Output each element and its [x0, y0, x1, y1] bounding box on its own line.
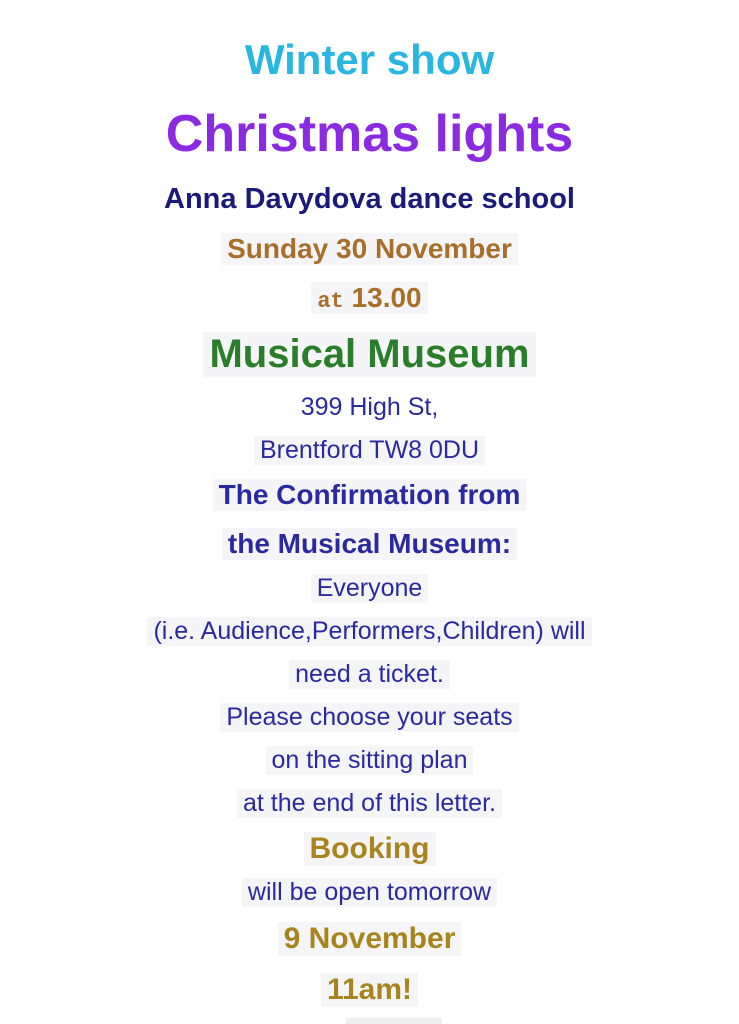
- booking-date-text: 9 November: [278, 922, 462, 956]
- confirmation-body-line: [0, 746, 739, 775]
- confirmation-heading-line2: [0, 528, 739, 560]
- event-time: [0, 282, 739, 314]
- confirmation-body-text: on the sitting plan: [266, 746, 474, 775]
- organizer-name: [0, 183, 739, 216]
- confirmation-heading-line2-text: the Musical Museum:: [222, 528, 517, 560]
- event-date-text: Sunday 30 November: [221, 233, 518, 265]
- show-title-text: Christmas lights: [165, 105, 574, 163]
- booking-time-text: 11am!: [321, 973, 418, 1007]
- venue-address-line2-text: Brentford TW8 0DU: [254, 436, 485, 465]
- confirmation-body-line: [0, 789, 739, 818]
- show-heading-text: Winter show: [244, 36, 495, 83]
- confirmation-body-text: Everyone: [311, 574, 429, 603]
- booking-label-text: Booking: [304, 832, 436, 866]
- booking-open-text-span: will be open tomorrow: [242, 878, 497, 907]
- booking-time: [0, 973, 739, 1007]
- confirmation-body-text: (i.e. Audience,Performers,Children) will: [147, 617, 591, 646]
- confirmation-body-line: [0, 703, 739, 732]
- show-title: [0, 104, 739, 164]
- confirmation-body-line: [0, 574, 739, 603]
- booking-label: [0, 832, 739, 866]
- confirmation-body-line: [0, 617, 739, 646]
- venue-name: [0, 332, 739, 377]
- event-time-highlight: [311, 282, 427, 314]
- confirmation-body-line: [0, 660, 739, 689]
- organizer-text: Anna Davydova dance school: [164, 183, 575, 215]
- confirmation-heading-line1-text: The Confirmation from: [213, 479, 527, 511]
- next-line-highlight-fragment: [346, 1018, 442, 1024]
- confirmation-body-text: need a ticket.: [289, 660, 450, 689]
- booking-open-text: [0, 878, 739, 907]
- show-heading: [0, 36, 739, 84]
- confirmation-body-text: Please choose your seats: [220, 703, 518, 732]
- venue-address-line2: [0, 436, 739, 465]
- booking-date: [0, 922, 739, 956]
- confirmation-heading-line1: [0, 479, 739, 511]
- venue-address-line1-text: 399 High St,: [300, 393, 439, 421]
- event-date: [0, 233, 739, 265]
- event-time-prefix: at: [317, 289, 344, 314]
- confirmation-body-text: at the end of this letter.: [237, 789, 502, 818]
- venue-name-text: Musical Museum: [203, 332, 535, 377]
- venue-address-line1: [0, 393, 739, 422]
- event-time-value: 13.00: [351, 282, 422, 313]
